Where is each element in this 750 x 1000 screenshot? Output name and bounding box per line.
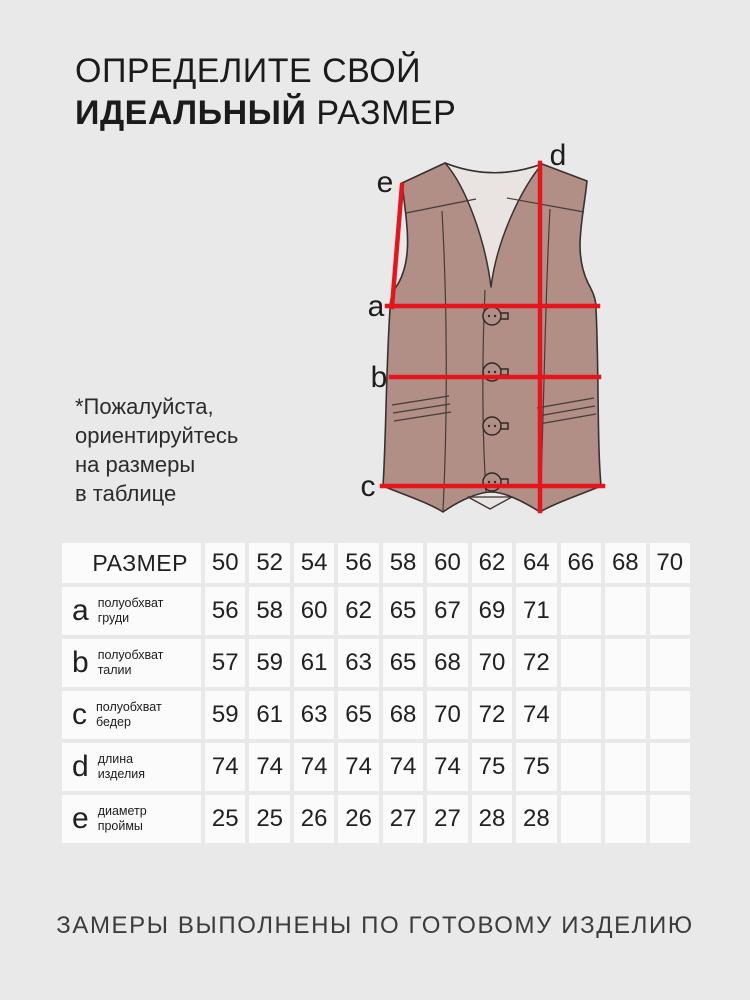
diagram-label-d: d: [549, 140, 567, 172]
size-table-header: РАЗМЕР: [62, 543, 201, 583]
size-value-cell: 59: [205, 691, 245, 739]
size-value-cell: [650, 743, 690, 791]
title-line-2: [75, 92, 456, 134]
size-value-cell: [561, 587, 601, 635]
vest-measurement-diagram: [340, 140, 750, 540]
size-value-cell: 57: [205, 639, 245, 687]
measurement-row-label-d: [62, 743, 201, 791]
size-value-cell: 25: [249, 795, 289, 843]
title-line-1: ОПРЕДЕЛИТЕ СВОЙ: [75, 52, 422, 90]
size-value-cell: 72: [516, 639, 556, 687]
size-value-cell: 25: [205, 795, 245, 843]
size-column-header: 64: [516, 543, 556, 583]
size-table: [62, 543, 690, 843]
size-value-cell: [650, 795, 690, 843]
size-value-cell: 65: [338, 691, 378, 739]
note-line: на размеры: [75, 452, 196, 477]
size-column-header: 70: [650, 543, 690, 583]
size-value-cell: [650, 587, 690, 635]
title-line-2-bold: ИДЕАЛЬНЫЙ: [75, 94, 307, 132]
size-value-cell: 70: [472, 639, 512, 687]
row-description: полуобхват бедер: [96, 700, 162, 729]
size-value-cell: [605, 587, 645, 635]
size-value-cell: 68: [383, 691, 423, 739]
size-value-cell: 74: [383, 743, 423, 791]
size-value-cell: 63: [294, 691, 334, 739]
measurement-row-label-c: [62, 691, 201, 739]
size-column-header: 66: [561, 543, 601, 583]
row-description: полуобхват талии: [97, 648, 164, 677]
size-value-cell: 74: [427, 743, 467, 791]
row-letter: c: [72, 698, 87, 731]
size-value-cell: 68: [427, 639, 467, 687]
row-letter: b: [72, 646, 89, 679]
size-value-cell: 63: [338, 639, 378, 687]
size-column-header: 60: [427, 543, 467, 583]
size-value-cell: 61: [294, 639, 334, 687]
note-line: в таблице: [75, 481, 177, 506]
size-value-cell: [650, 691, 690, 739]
size-value-cell: 27: [427, 795, 467, 843]
size-value-cell: 74: [338, 743, 378, 791]
size-value-cell: 27: [383, 795, 423, 843]
size-column-header: 58: [383, 543, 423, 583]
row-letter: e: [72, 802, 89, 835]
row-letter: a: [72, 594, 89, 627]
title-line-2-rest: РАЗМЕР: [306, 94, 457, 132]
note-line: ориентируйтесь: [75, 423, 239, 448]
diagram-label-b: b: [370, 361, 388, 394]
size-column-header: 56: [338, 543, 378, 583]
size-column-header: 62: [472, 543, 512, 583]
size-value-cell: 60: [294, 587, 334, 635]
size-value-cell: [561, 691, 601, 739]
size-value-cell: 58: [249, 587, 289, 635]
size-value-cell: 75: [516, 743, 556, 791]
diagram-label-a: a: [367, 290, 385, 323]
size-value-cell: [561, 743, 601, 791]
footer-note: ЗАМЕРЫ ВЫПОЛНЕНЫ ПО ГОТОВОМУ ИЗДЕЛИЮ: [56, 912, 694, 939]
size-column-header: 54: [294, 543, 334, 583]
size-value-cell: [605, 795, 645, 843]
vest-illustration: [383, 163, 601, 512]
size-value-cell: [561, 639, 601, 687]
measurement-row-label-b: [62, 639, 201, 687]
measurement-row-label-a: [62, 587, 201, 635]
size-column-header: 50: [205, 543, 245, 583]
size-value-cell: 65: [383, 587, 423, 635]
size-value-cell: 61: [249, 691, 289, 739]
size-value-cell: [605, 639, 645, 687]
row-letter: d: [72, 750, 89, 783]
row-description: полуобхват груди: [97, 596, 164, 625]
size-column-header: 68: [605, 543, 645, 583]
size-value-cell: 69: [472, 587, 512, 635]
size-value-cell: 74: [294, 743, 334, 791]
size-value-cell: 26: [294, 795, 334, 843]
size-value-cell: 71: [516, 587, 556, 635]
size-value-cell: 67: [427, 587, 467, 635]
size-value-cell: 74: [205, 743, 245, 791]
size-value-cell: [605, 743, 645, 791]
measurement-row-label-e: [62, 795, 201, 843]
size-value-cell: [605, 691, 645, 739]
size-value-cell: 74: [249, 743, 289, 791]
size-value-cell: 28: [516, 795, 556, 843]
note-line: *Пожалуйста,: [75, 394, 214, 419]
row-description: диаметр проймы: [97, 804, 147, 833]
size-value-cell: [561, 795, 601, 843]
size-value-cell: 59: [249, 639, 289, 687]
size-value-cell: 65: [383, 639, 423, 687]
size-column-header: 52: [249, 543, 289, 583]
diagram-label-c: c: [360, 470, 376, 503]
page-title: [75, 50, 456, 134]
size-value-cell: [650, 639, 690, 687]
table-reference-note: [75, 392, 238, 508]
size-value-cell: 56: [205, 587, 245, 635]
size-value-cell: 28: [472, 795, 512, 843]
size-value-cell: 62: [338, 587, 378, 635]
size-value-cell: 75: [472, 743, 512, 791]
size-value-cell: 72: [472, 691, 512, 739]
diagram-label-e: e: [376, 166, 394, 199]
size-value-cell: 74: [516, 691, 556, 739]
size-value-cell: 26: [338, 795, 378, 843]
size-value-cell: 70: [427, 691, 467, 739]
row-description: длина изделия: [97, 752, 146, 781]
